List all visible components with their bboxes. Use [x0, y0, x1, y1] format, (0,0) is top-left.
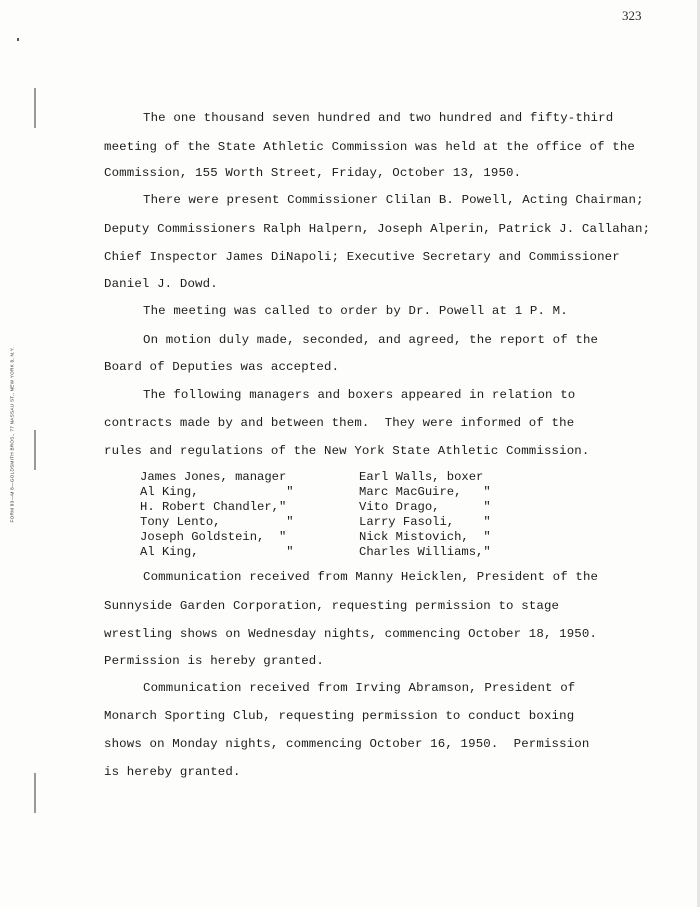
p7-line-4: is hereby granted.: [104, 765, 241, 779]
ink-speck: [17, 38, 19, 41]
boxer-entry: Earl Walls, boxer: [359, 470, 484, 484]
p5-line-2: contracts made by and between them. They were informed of the: [104, 416, 575, 430]
manager-entry: Tony Lento, ": [140, 515, 294, 529]
boxer-entry: Larry Fasoli, ": [359, 515, 491, 529]
p2-line-1: There were present Commissioner Clilan B. Powell, Acting Chairman;: [143, 193, 644, 207]
p2-line-2: Deputy Commissioners Ralph Halpern, Joseph Alperin, Patrick J. Callahan;: [104, 222, 651, 236]
boxer-entry: Vito Drago, ": [359, 500, 491, 514]
p7-line-1: Communication received from Irving Abramson, President of: [143, 681, 576, 695]
binder-hole-mark-middle: [34, 430, 36, 470]
p1-line-2: meeting of the State Athletic Commission was held at the office of the: [104, 140, 635, 154]
p6-line-3: wrestling shows on Wednesday nights, commencing October 18, 1950.: [104, 627, 598, 641]
manager-entry: Al King, ": [140, 485, 294, 499]
p5-line-3: rules and regulations of the New York State Athletic Commission.: [104, 444, 590, 458]
p6-line-2: Sunnyside Garden Corporation, requesting permission to stage: [104, 599, 560, 613]
binder-hole-mark-top: [34, 88, 36, 128]
p7-line-2: Monarch Sporting Club, requesting permission to conduct boxing: [104, 709, 575, 723]
p6-line-1: Communication received from Manny Heicklen, President of the: [143, 570, 599, 584]
p4-line-2: Board of Deputies was accepted.: [104, 360, 340, 374]
p2-line-4: Daniel J. Dowd.: [104, 277, 218, 291]
binder-hole-mark-bottom: [34, 773, 36, 813]
form-imprint: FORM 83—M 8—GOLDSMITH BROS., 77 NASSAU ST., NEW YORK 8, N.Y.: [9, 346, 15, 523]
manager-entry: Al King, ": [140, 545, 294, 559]
boxer-entry: Marc MacGuire, ": [359, 485, 491, 499]
p4-line-1: On motion duly made, seconded, and agreed, the report of the: [143, 333, 599, 347]
p7-line-3: shows on Monday nights, commencing October 16, 1950. Permission: [104, 737, 590, 751]
boxer-entry: Nick Mistovich, ": [359, 530, 491, 544]
p2-line-3: Chief Inspector James DiNapoli; Executive Secretary and Commissioner: [104, 250, 620, 264]
boxer-entry: Charles Williams,": [359, 545, 491, 559]
p1-line-3: Commission, 155 Worth Street, Friday, October 13, 1950.: [104, 166, 522, 180]
manager-entry: Joseph Goldstein, ": [140, 530, 287, 544]
p3-line-1: The meeting was called to order by Dr. Powell at 1 P. M.: [143, 304, 568, 318]
manager-entry: H. Robert Chandler,": [140, 500, 287, 514]
p5-line-1: The following managers and boxers appeared in relation to: [143, 388, 576, 402]
p6-line-4: Permission is hereby granted.: [104, 654, 324, 668]
manager-entry: James Jones, manager: [140, 470, 287, 484]
p1-line-1: The one thousand seven hundred and two hundred and fifty-third: [143, 111, 614, 125]
page-number: 323: [622, 8, 642, 23]
